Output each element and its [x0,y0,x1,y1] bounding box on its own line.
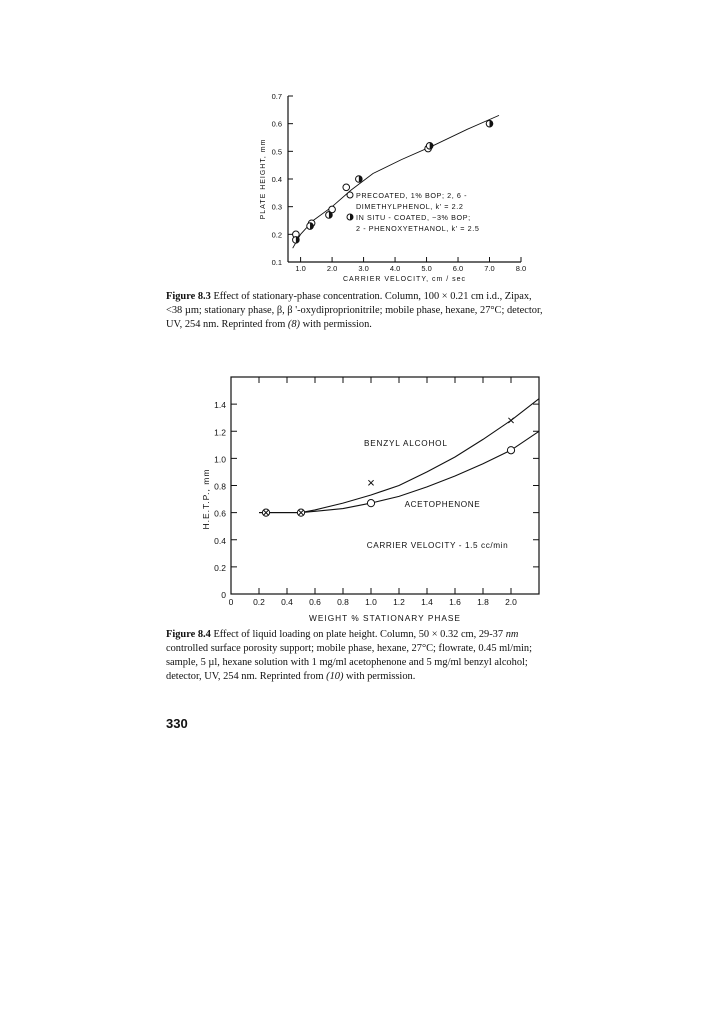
x-tick-label: 0 [228,597,234,607]
y-tick-label: 0.7 [271,92,282,101]
figure-8-4-chart [0,360,723,630]
carrier-velocity-annotation: CARRIER VELOCITY - 1.5 cc/min [366,540,509,550]
y-tick-label: 0.4 [214,535,226,546]
page-number: 330 [166,716,188,731]
data-point-in-situ [307,223,314,230]
data-point-benzyl-alcohol [368,480,373,485]
series-label-acetophenone: ACETOPHENONE [404,500,481,510]
data-point-in-situ [293,237,300,244]
x-tick-label: 1.6 [449,597,461,607]
data-point-in-situ [486,120,493,127]
y-tick-label: 1.0 [214,454,226,465]
data-point-precoated [343,184,350,191]
legend-text: PRECOATED, 1% BOP; 2, 6 - [356,191,468,200]
caption-line: <38 µm; stationary phase, β, β '-oxydiproprionitrile; mobile phase, hexane, 27°C; detector, [166,305,543,316]
figure-8-4-caption [166,628,586,684]
reference: (8) [287,319,301,330]
y-tick-label: 0.3 [271,202,282,212]
x-axis-label: CARRIER VELOCITY, cm / sec [342,276,467,283]
data-point-acetophenone [367,500,374,507]
y-tick-label: 1.2 [214,427,226,438]
figure-8-4-label: Figure 8.4 [166,629,211,640]
x-tick-label: 2.0 [326,264,338,273]
data-point-benzyl-alcohol [508,418,513,423]
caption-line: controlled surface porosity support; mobile phase, hexane, 27°C; flowrate, 0.45 ml/min; [166,643,533,654]
caption-line: detector, UV, 254 nm. Reprinted from [166,671,327,682]
data-point-in-situ [426,143,433,150]
y-tick-label: 1.4 [214,400,226,411]
y-tick-label: 0.4 [271,175,282,184]
legend-symbol-open-circle [347,192,353,198]
figure-8-3-label: Figure 8.3 [166,291,211,302]
x-tick-label: 1.0 [295,264,306,273]
series-curve-benzyl-alcohol [259,399,539,513]
caption-line: Effect of liquid loading on plate height. Column, 50 × 0.32 cm, 29-37 [210,629,506,640]
x-tick-label: 1.2 [393,597,405,607]
x-tick-label: 6.0 [452,264,464,273]
y-tick-label: 0.2 [271,230,282,240]
unit: nm [505,629,519,640]
x-tick-label: 0.2 [253,597,265,607]
data-point-in-situ [326,212,333,219]
x-tick-label: 4.0 [389,264,401,273]
series-label-benzyl-alcohol: BENZYL ALCOHOL [364,439,448,449]
x-tick-label: 0.8 [337,597,349,607]
figure-8-3-caption [166,290,586,332]
y-tick-label: 0.8 [214,481,226,492]
caption-line: with permission. [300,319,372,330]
x-tick-label: 3.0 [358,264,369,273]
data-point-in-situ [356,176,363,183]
x-tick-label: 5.0 [421,264,432,273]
legend-text: IN SITU - COATED, ~3% BOP; [356,213,471,222]
caption-line: Effect of stationary-phase concentration. Column, 100 × 0.21 cm i.d., Zipax, [210,291,532,302]
y-tick-label: 0.6 [214,508,226,519]
caption-line: UV, 254 nm. Reprinted from [166,319,288,330]
y-axis-label: H.E.T.P., mm [201,468,211,530]
y-tick-label: 0.2 [214,562,226,573]
x-tick-label: 1.0 [365,597,377,607]
x-tick-label: 1.8 [477,597,489,607]
y-tick-label: 0.5 [271,147,282,157]
figure-8-3-chart [0,0,723,300]
legend-text: DIMETHYLPHENOL, k' = 2.2 [356,202,464,211]
x-tick-label: 0.6 [309,597,321,607]
x-tick-label: 7.0 [484,264,495,273]
x-tick-label: 2.0 [505,597,517,607]
legend-symbol-half-filled-circle [347,214,353,220]
data-point-acetophenone [507,447,514,454]
x-tick-label: 1.4 [421,597,433,607]
y-tick-label: 0 [221,590,226,600]
legend-text: 2 - PHENOXYETHANOL, k' = 2.5 [356,224,480,233]
x-axis-label: WEIGHT % STATIONARY PHASE [309,613,461,623]
y-tick-label: 0.1 [271,258,282,267]
plot-frame [231,377,539,594]
y-tick-label: 0.6 [271,119,282,129]
reference: (10) [326,671,344,682]
caption-line: with permission. [343,671,416,682]
x-tick-label: 8.0 [515,264,527,273]
x-tick-label: 0.4 [281,597,293,607]
caption-line: sample, 5 µl, hexane solution with 1 mg/ml acetophenone and 5 mg/ml benzyl alcohol; [166,657,528,668]
y-axis-label: PLATE HEIGHT, mm [260,138,267,220]
